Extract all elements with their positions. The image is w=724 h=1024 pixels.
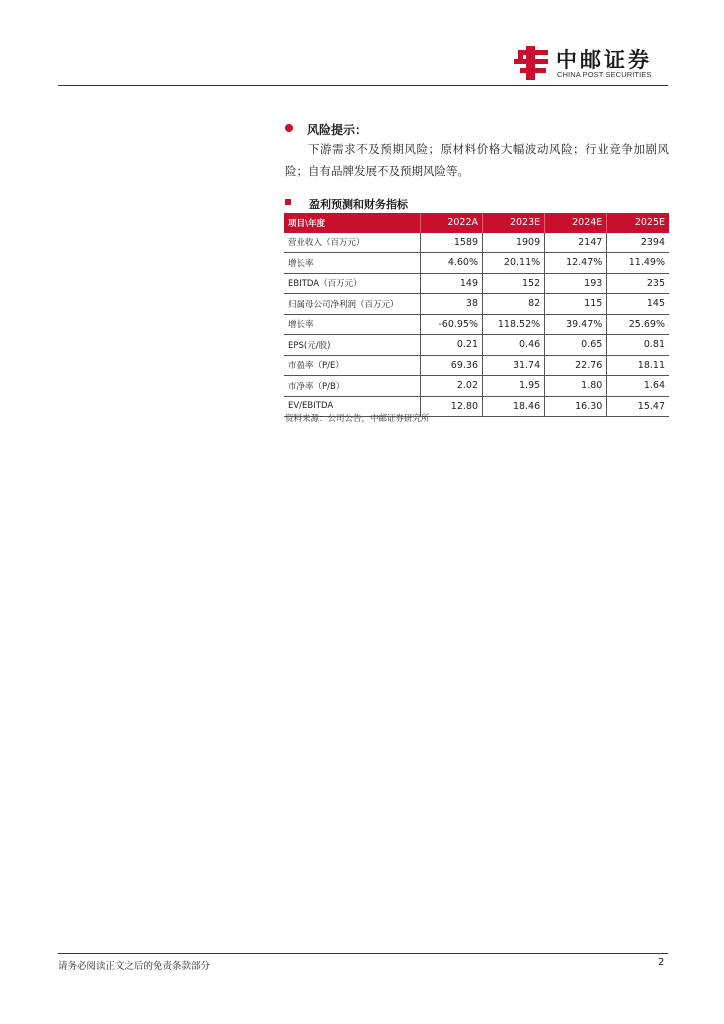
table-cell: 145 bbox=[607, 294, 669, 315]
table-cell: 12.80 bbox=[420, 396, 482, 417]
row-label: 市盈率（P/E） bbox=[284, 355, 420, 376]
table-cell: 82 bbox=[483, 294, 545, 315]
table-row bbox=[284, 294, 669, 315]
table-cell: 115 bbox=[545, 294, 607, 315]
table-cell: 15.47 bbox=[607, 396, 669, 417]
table-row bbox=[284, 273, 669, 294]
table-header-cell: 项目\年度 bbox=[284, 213, 420, 233]
table-cell: 4.60% bbox=[420, 253, 482, 274]
table-row bbox=[284, 335, 669, 356]
table-cell: 235 bbox=[607, 273, 669, 294]
table-cell: 16.30 bbox=[545, 396, 607, 417]
logo-english-name: CHINA POST SECURITIES bbox=[557, 70, 652, 79]
table-cell: 18.11 bbox=[607, 355, 669, 376]
table-cell: 0.81 bbox=[607, 335, 669, 356]
table-row bbox=[284, 376, 669, 397]
header-divider bbox=[58, 85, 668, 86]
table-cell: 2394 bbox=[607, 233, 669, 253]
table-cell: 12.47% bbox=[545, 253, 607, 274]
table-header-cell: 2023E bbox=[483, 213, 545, 233]
logo-chinese-name: 中邮证券 bbox=[556, 48, 652, 72]
table-row bbox=[284, 233, 669, 253]
table-cell: 39.47% bbox=[545, 314, 607, 335]
table-header-cell: 2022A bbox=[420, 213, 482, 233]
table-cell: 22.76 bbox=[545, 355, 607, 376]
table-cell: 2.02 bbox=[420, 376, 482, 397]
table-cell: 149 bbox=[420, 273, 482, 294]
table-cell: 1589 bbox=[420, 233, 482, 253]
table-title: 盈利预测和财务指标 bbox=[309, 198, 408, 211]
table-cell: -60.95% bbox=[420, 314, 482, 335]
table-cell: 11.49% bbox=[607, 253, 669, 274]
table-cell: 118.52% bbox=[483, 314, 545, 335]
table-header-cell: 2024E bbox=[545, 213, 607, 233]
table-cell: 38 bbox=[420, 294, 482, 315]
table-row bbox=[284, 314, 669, 335]
china-post-logo-icon bbox=[512, 44, 550, 82]
risk-section-title: 风险提示： bbox=[307, 123, 368, 137]
risk-section-body: 下游需求不及预期风险；原材料价格大幅波动风险；行业竞争加剧风险；自有品牌发展不及预期风险等。 bbox=[285, 142, 669, 178]
row-label: 归属母公司净利润（百万元） bbox=[284, 294, 420, 315]
table-cell: 1.64 bbox=[607, 376, 669, 397]
row-label: 营业收入（百万元） bbox=[284, 233, 420, 253]
table-cell: 193 bbox=[545, 273, 607, 294]
table-cell: 31.74 bbox=[483, 355, 545, 376]
table-header-row bbox=[284, 213, 669, 233]
page-header bbox=[0, 0, 724, 86]
table-cell: 0.21 bbox=[420, 335, 482, 356]
table-cell: 152 bbox=[483, 273, 545, 294]
table-cell: 69.36 bbox=[420, 355, 482, 376]
table-header-cell: 2025E bbox=[607, 213, 669, 233]
row-label: EV/EBITDA bbox=[284, 396, 420, 417]
row-label: 增长率 bbox=[284, 253, 420, 274]
financial-forecast-table bbox=[284, 213, 669, 417]
table-row bbox=[284, 355, 669, 376]
table-cell: 1.95 bbox=[483, 376, 545, 397]
company-logo bbox=[512, 44, 672, 82]
table-cell: 0.65 bbox=[545, 335, 607, 356]
page-number: 2 bbox=[658, 957, 665, 968]
table-cell: 1.80 bbox=[545, 376, 607, 397]
table-row bbox=[284, 253, 669, 274]
row-label: EPS(元/股) bbox=[284, 335, 420, 356]
footer-divider bbox=[58, 953, 668, 954]
table-cell: 25.69% bbox=[607, 314, 669, 335]
table-cell: 18.46 bbox=[483, 396, 545, 417]
table-cell: 2147 bbox=[545, 233, 607, 253]
row-label: EBITDA（百万元） bbox=[284, 273, 420, 294]
row-label: 增长率 bbox=[284, 314, 420, 335]
table-cell: 20.11% bbox=[483, 253, 545, 274]
table-source-note: 资料来源：公司公告，中邮证券研究所 bbox=[285, 414, 430, 424]
table-cell: 1909 bbox=[483, 233, 545, 253]
row-label: 市净率（P/B） bbox=[284, 376, 420, 397]
table-cell: 0.46 bbox=[483, 335, 545, 356]
footer-disclaimer: 请务必阅读正文之后的免责条款部分 bbox=[58, 961, 211, 972]
